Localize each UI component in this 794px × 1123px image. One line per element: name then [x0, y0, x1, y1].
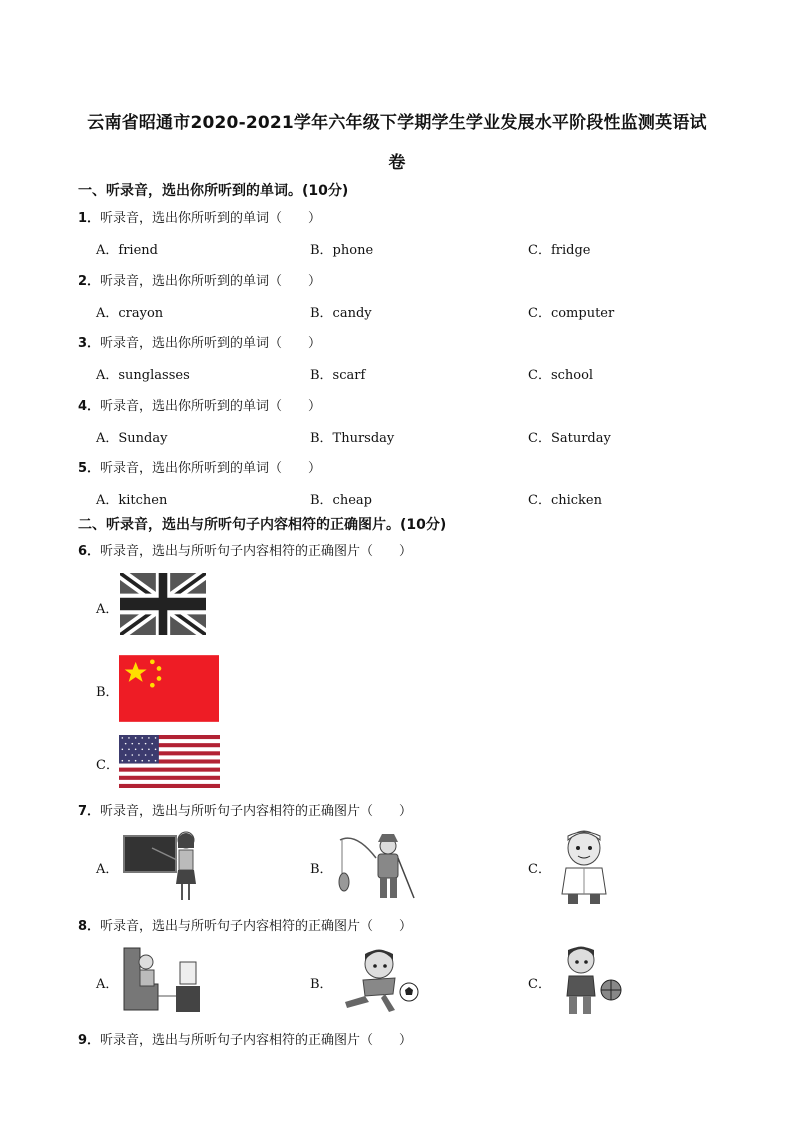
- question-number: 9．: [78, 1033, 101, 1048]
- question-number: 1．: [78, 211, 101, 226]
- question-9: [78, 1029, 412, 1048]
- question-number: 6．: [78, 544, 101, 559]
- option-c[interactable]: C．fridge: [528, 243, 591, 258]
- option-b[interactable]: B．candy: [310, 306, 372, 321]
- page-title-continued: 卷: [388, 153, 406, 173]
- question-3: [78, 332, 321, 351]
- option-a[interactable]: A．kitchen: [96, 493, 168, 508]
- option-c[interactable]: C．: [528, 862, 551, 877]
- question-text: 听录音，选出与所听句子内容相符的正确图片（ ）: [100, 544, 413, 559]
- playing-football-image[interactable]: [335, 944, 421, 1016]
- option-a[interactable]: A．Sunday: [96, 431, 168, 446]
- question-2: [78, 270, 321, 289]
- option-b[interactable]: B．: [310, 977, 333, 992]
- question-4: [78, 395, 321, 414]
- question-7: [78, 800, 412, 819]
- question-number: 7．: [78, 804, 101, 819]
- question-text: 听录音，选出与所听句子内容相符的正确图片（ ）: [100, 1033, 413, 1048]
- section-heading: 一、听录音，选出你所听到的单词。(10分): [78, 183, 349, 199]
- question-text: 听录音，选出你所听到的单词（ ）: [100, 274, 322, 289]
- option-a[interactable]: A．sunglasses: [96, 368, 190, 383]
- playing-basketball-image[interactable]: [555, 944, 627, 1020]
- question-text: 听录音，选出你所听到的单词（ ）: [100, 461, 322, 476]
- page-title: 云南省昭通市2020-2021学年六年级下学期学生学业发展水平阶段性监测英语试: [87, 113, 707, 133]
- question-number: 5．: [78, 461, 101, 476]
- question-text: 听录音，选出你所听到的单词（ ）: [100, 211, 322, 226]
- uk-flag-image[interactable]: [120, 573, 206, 635]
- usa-flag-image[interactable]: [119, 735, 220, 788]
- option-b[interactable]: B．cheap: [310, 493, 372, 508]
- option-b[interactable]: B．: [96, 685, 119, 700]
- option-c[interactable]: C．computer: [528, 306, 615, 321]
- question-number: 8．: [78, 919, 101, 934]
- question-number: 2．: [78, 274, 101, 289]
- watching-tv-image[interactable]: [118, 944, 202, 1016]
- question-text: 听录音，选出你所听到的单词（ ）: [100, 399, 322, 414]
- teacher-image[interactable]: [122, 828, 204, 902]
- option-a[interactable]: A．friend: [96, 243, 158, 258]
- option-b[interactable]: B．phone: [310, 243, 374, 258]
- option-a[interactable]: A．: [96, 977, 119, 992]
- question-8: [78, 915, 412, 934]
- option-c[interactable]: C．: [96, 758, 119, 773]
- option-a[interactable]: A．: [96, 862, 119, 877]
- option-a[interactable]: A．: [96, 602, 119, 617]
- question-number: 4．: [78, 399, 101, 414]
- question-number: 3．: [78, 336, 101, 351]
- question-6: [78, 540, 412, 559]
- doctor-image[interactable]: [554, 828, 616, 906]
- question-1: [78, 207, 321, 226]
- option-b[interactable]: B．scarf: [310, 368, 366, 383]
- option-c[interactable]: C．: [528, 977, 551, 992]
- question-text: 听录音，选出与所听句子内容相符的正确图片（ ）: [100, 919, 413, 934]
- option-a[interactable]: A．crayon: [96, 306, 164, 321]
- option-c[interactable]: C．Saturday: [528, 431, 611, 446]
- question-text: 听录音，选出你所听到的单词（ ）: [100, 336, 322, 351]
- question-5: [78, 457, 321, 476]
- china-flag-image[interactable]: [119, 655, 219, 722]
- question-text: 听录音，选出与所听句子内容相符的正确图片（ ）: [100, 804, 413, 819]
- option-c[interactable]: C．school: [528, 368, 594, 383]
- section-heading: 二、听录音，选出与所听句子内容相符的正确图片。(10分): [78, 517, 447, 533]
- fisherman-image[interactable]: [336, 828, 418, 902]
- option-c[interactable]: C．chicken: [528, 493, 602, 508]
- option-b[interactable]: B．: [310, 862, 333, 877]
- option-b[interactable]: B．Thursday: [310, 431, 395, 446]
